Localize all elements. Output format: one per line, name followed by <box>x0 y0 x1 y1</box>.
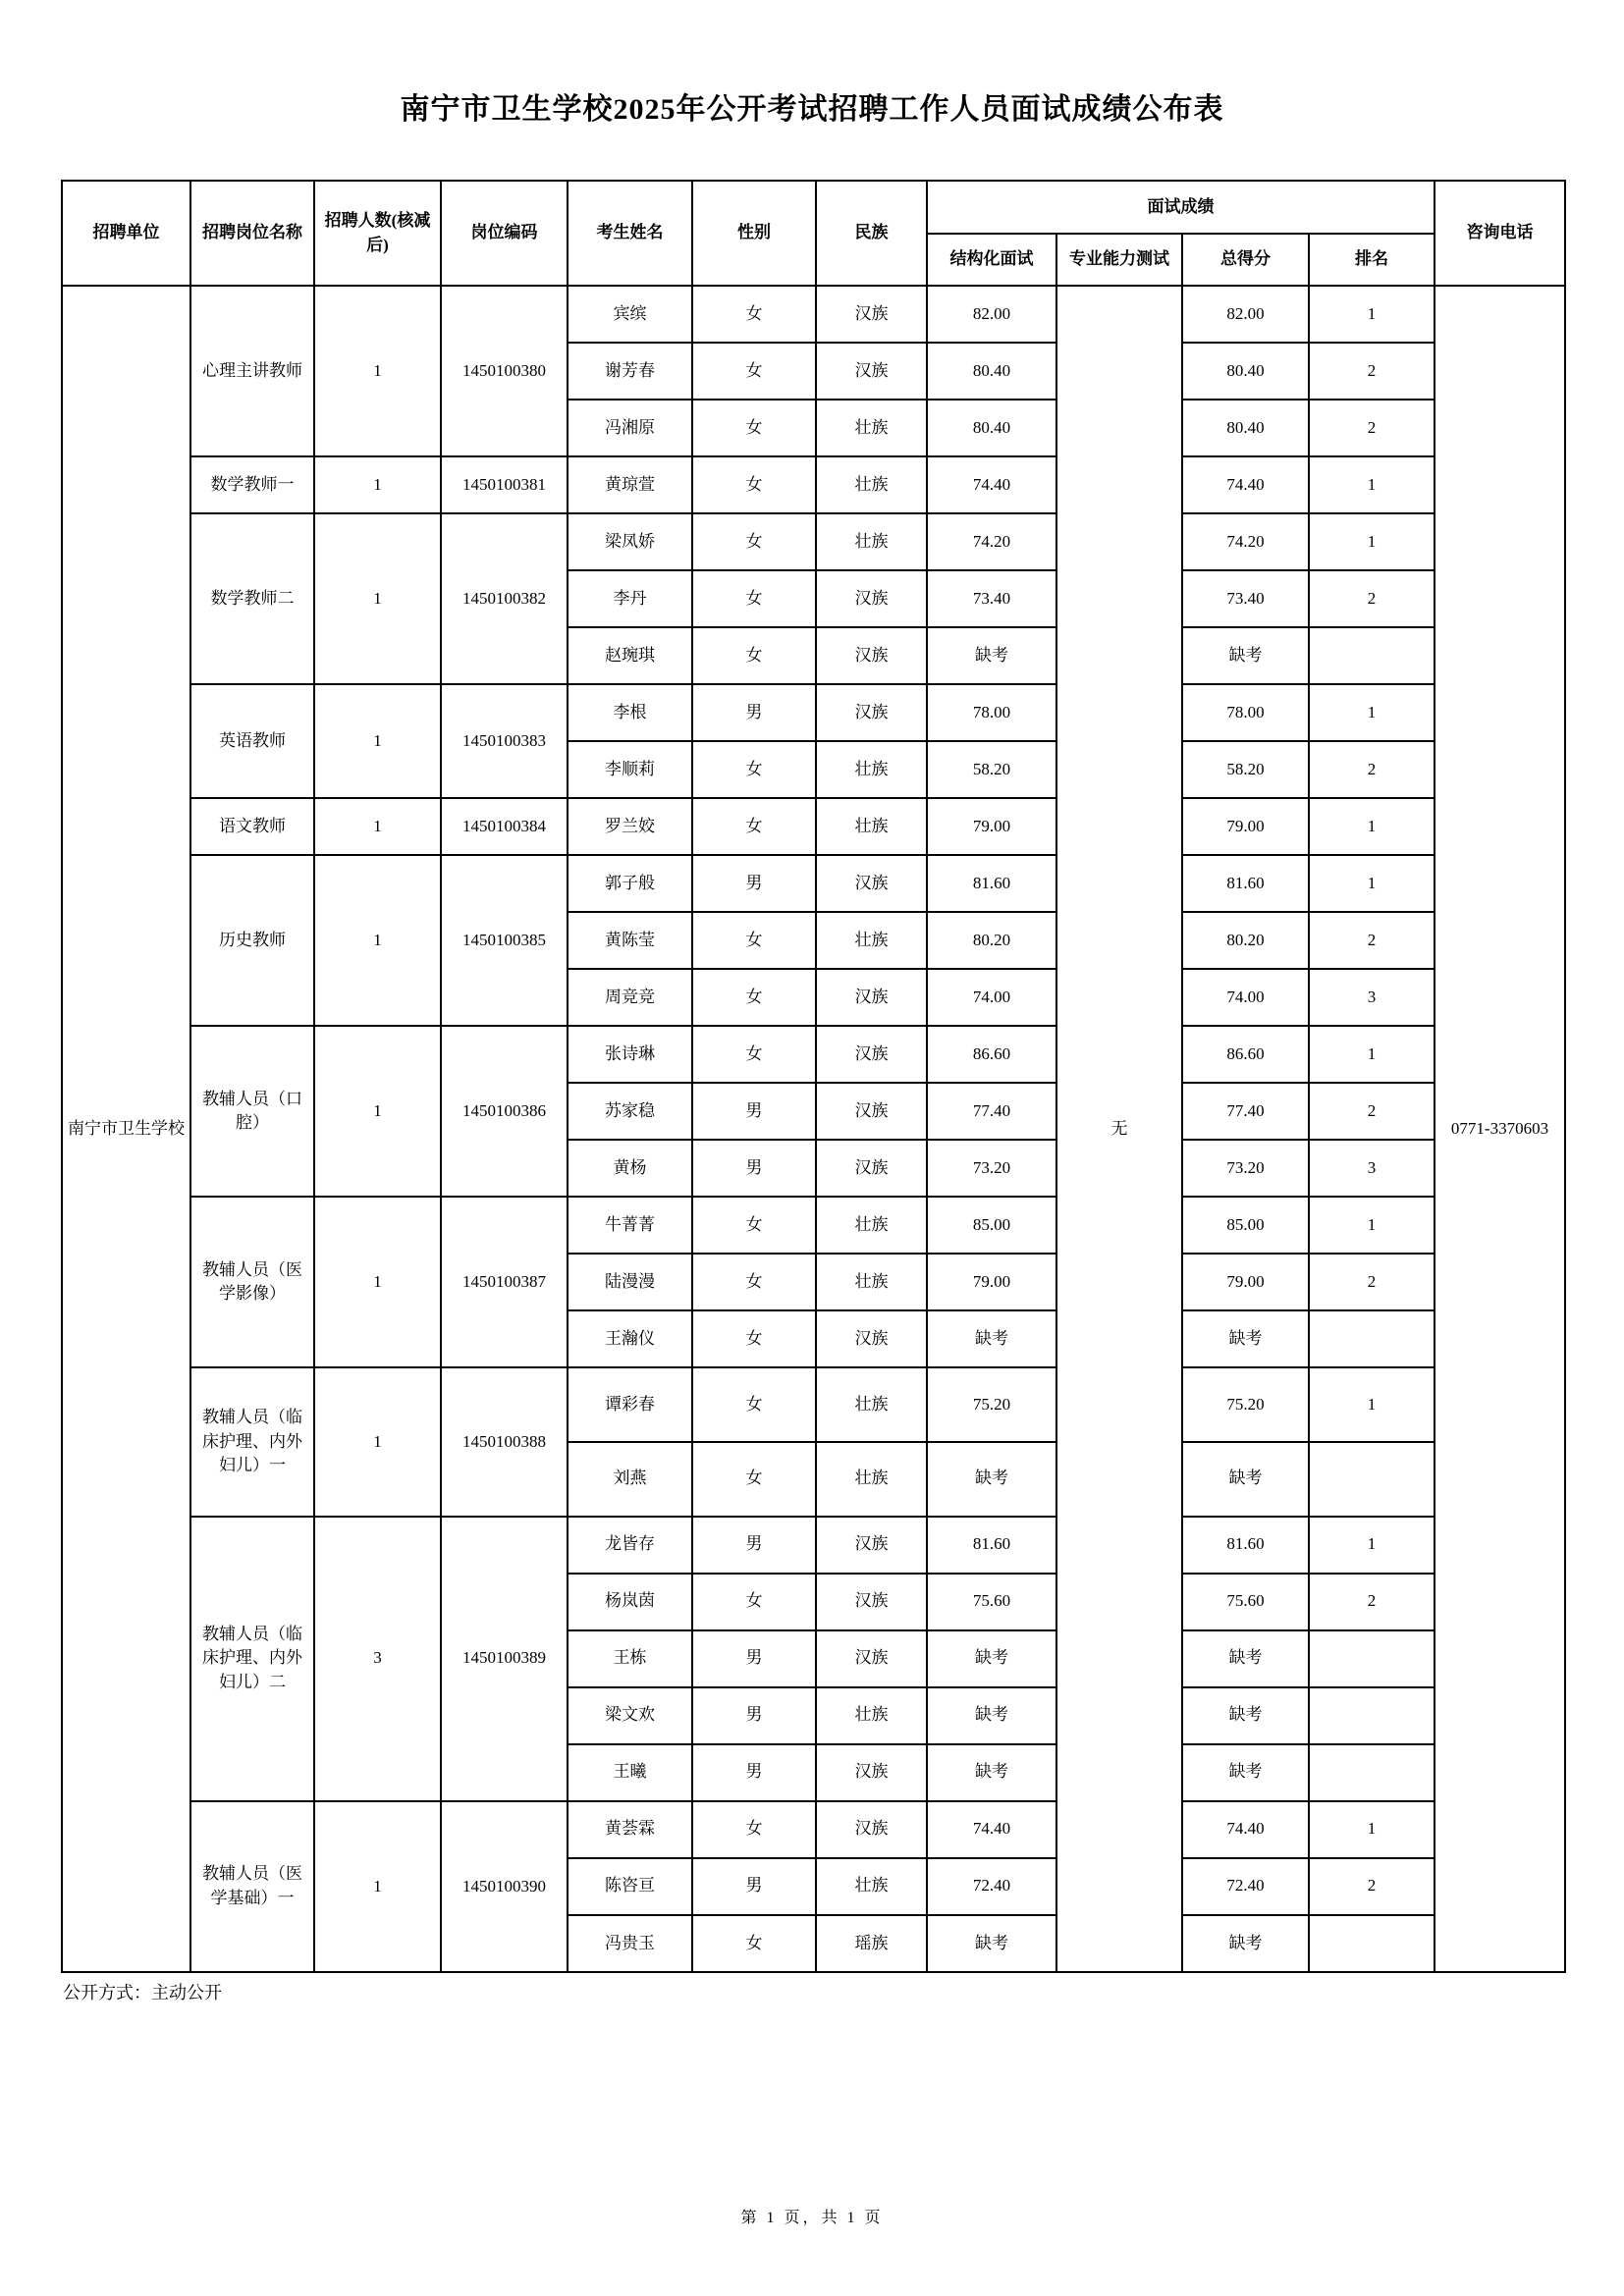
code-cell: 1450100383 <box>441 684 568 798</box>
candidate-name-cell: 苏家稳 <box>568 1083 692 1140</box>
ethnicity-cell: 汉族 <box>816 1517 927 1574</box>
candidate-name-cell: 王瀚仪 <box>568 1310 692 1367</box>
ethnicity-cell: 汉族 <box>816 627 927 684</box>
header-unit: 招聘单位 <box>62 181 190 286</box>
rank-cell: 1 <box>1309 513 1435 570</box>
rank-cell <box>1309 1744 1435 1801</box>
total-score-cell: 72.40 <box>1182 1858 1309 1915</box>
total-score-cell: 74.40 <box>1182 456 1309 513</box>
ethnicity-cell: 汉族 <box>816 343 927 400</box>
rank-cell: 2 <box>1309 343 1435 400</box>
position-cell: 语文教师 <box>190 798 314 855</box>
table-row <box>62 1367 1565 1442</box>
ethnicity-cell: 汉族 <box>816 1026 927 1083</box>
total-score-cell: 82.00 <box>1182 286 1309 343</box>
headcount-cell: 1 <box>314 1367 441 1516</box>
total-score-cell: 缺考 <box>1182 627 1309 684</box>
candidate-name-cell: 李根 <box>568 684 692 741</box>
rank-cell: 2 <box>1309 400 1435 456</box>
rank-cell: 2 <box>1309 741 1435 798</box>
headcount-cell: 1 <box>314 456 441 513</box>
ethnicity-cell: 汉族 <box>816 1083 927 1140</box>
total-score-cell: 81.60 <box>1182 1517 1309 1574</box>
gender-cell: 女 <box>692 1026 816 1083</box>
gender-cell: 女 <box>692 1254 816 1310</box>
gender-cell: 女 <box>692 286 816 343</box>
ethnicity-cell: 壮族 <box>816 1687 927 1744</box>
gender-cell: 男 <box>692 1630 816 1687</box>
structured-score-cell: 74.40 <box>927 456 1056 513</box>
table-row <box>62 1801 1565 1858</box>
table-row <box>62 286 1565 343</box>
header-rank: 排名 <box>1309 234 1435 286</box>
structured-score-cell: 缺考 <box>927 1744 1056 1801</box>
rank-cell: 2 <box>1309 1083 1435 1140</box>
ethnicity-cell: 壮族 <box>816 456 927 513</box>
table-row <box>62 1197 1565 1254</box>
rank-cell: 3 <box>1309 969 1435 1026</box>
position-cell: 数学教师二 <box>190 513 314 684</box>
structured-score-cell: 78.00 <box>927 684 1056 741</box>
gender-cell: 男 <box>692 1858 816 1915</box>
header-code: 岗位编码 <box>441 181 568 286</box>
total-score-cell: 79.00 <box>1182 798 1309 855</box>
gender-cell: 女 <box>692 1915 816 1972</box>
gender-cell: 女 <box>692 343 816 400</box>
rank-cell: 2 <box>1309 1574 1435 1630</box>
candidate-name-cell: 李顺莉 <box>568 741 692 798</box>
ethnicity-cell: 壮族 <box>816 400 927 456</box>
ethnicity-cell: 壮族 <box>816 912 927 969</box>
ethnicity-cell: 壮族 <box>816 1858 927 1915</box>
gender-cell: 女 <box>692 627 816 684</box>
table-row <box>62 456 1565 513</box>
structured-score-cell: 80.20 <box>927 912 1056 969</box>
gender-cell: 男 <box>692 684 816 741</box>
header-structured-interview: 结构化面试 <box>927 234 1056 286</box>
total-score-cell: 80.40 <box>1182 400 1309 456</box>
total-score-cell: 79.00 <box>1182 1254 1309 1310</box>
ethnicity-cell: 壮族 <box>816 1254 927 1310</box>
rank-cell: 3 <box>1309 1140 1435 1197</box>
results-table <box>61 180 1566 1973</box>
gender-cell: 女 <box>692 1367 816 1442</box>
candidate-name-cell: 谭彩春 <box>568 1367 692 1442</box>
headcount-cell: 1 <box>314 855 441 1026</box>
phone-cell: 0771-3370603 <box>1435 286 1565 1972</box>
candidate-name-cell: 李丹 <box>568 570 692 627</box>
headcount-cell: 1 <box>314 286 441 456</box>
page-title: 南宁市卫生学校2025年公开考试招聘工作人员面试成绩公布表 <box>400 93 1224 126</box>
structured-score-cell: 85.00 <box>927 1197 1056 1254</box>
total-score-cell: 78.00 <box>1182 684 1309 741</box>
headcount-cell: 1 <box>314 684 441 798</box>
structured-score-cell: 82.00 <box>927 286 1056 343</box>
gender-cell: 女 <box>692 513 816 570</box>
ethnicity-cell: 汉族 <box>816 684 927 741</box>
candidate-name-cell: 冯湘原 <box>568 400 692 456</box>
total-score-cell: 缺考 <box>1182 1915 1309 1972</box>
ethnicity-cell: 汉族 <box>816 1140 927 1197</box>
rank-cell: 1 <box>1309 798 1435 855</box>
gender-cell: 男 <box>692 855 816 912</box>
candidate-name-cell: 陆漫漫 <box>568 1254 692 1310</box>
rank-cell: 1 <box>1309 456 1435 513</box>
table-header <box>62 181 1565 286</box>
code-cell: 1450100380 <box>441 286 568 456</box>
total-score-cell: 77.40 <box>1182 1083 1309 1140</box>
gender-cell: 男 <box>692 1687 816 1744</box>
headcount-cell: 1 <box>314 1026 441 1197</box>
gender-cell: 男 <box>692 1083 816 1140</box>
ethnicity-cell: 壮族 <box>816 798 927 855</box>
candidate-name-cell: 赵琬琪 <box>568 627 692 684</box>
code-cell: 1450100386 <box>441 1026 568 1197</box>
rank-cell <box>1309 1442 1435 1517</box>
table-row <box>62 513 1565 570</box>
candidate-name-cell: 谢芳春 <box>568 343 692 400</box>
structured-score-cell: 79.00 <box>927 798 1056 855</box>
ethnicity-cell: 瑶族 <box>816 1915 927 1972</box>
position-cell: 英语教师 <box>190 684 314 798</box>
headcount-cell: 1 <box>314 513 441 684</box>
candidate-name-cell: 黄杨 <box>568 1140 692 1197</box>
gender-cell: 女 <box>692 741 816 798</box>
structured-score-cell: 缺考 <box>927 627 1056 684</box>
gender-cell: 男 <box>692 1744 816 1801</box>
rank-cell: 2 <box>1309 912 1435 969</box>
ethnicity-cell: 壮族 <box>816 1197 927 1254</box>
rank-cell: 1 <box>1309 1517 1435 1574</box>
structured-score-cell: 74.20 <box>927 513 1056 570</box>
gender-cell: 女 <box>692 912 816 969</box>
unit-cell: 南宁市卫生学校 <box>62 286 190 1972</box>
rank-cell: 1 <box>1309 286 1435 343</box>
rank-cell <box>1309 1310 1435 1367</box>
table-row <box>62 855 1565 912</box>
gender-cell: 男 <box>692 1140 816 1197</box>
code-cell: 1450100387 <box>441 1197 568 1367</box>
headcount-cell: 1 <box>314 798 441 855</box>
header-ethnicity: 民族 <box>816 181 927 286</box>
ethnicity-cell: 汉族 <box>816 1574 927 1630</box>
professional-test-cell: 无 <box>1056 286 1182 1972</box>
rank-cell <box>1309 1687 1435 1744</box>
structured-score-cell: 73.40 <box>927 570 1056 627</box>
candidate-name-cell: 梁凤娇 <box>568 513 692 570</box>
total-score-cell: 75.60 <box>1182 1574 1309 1630</box>
candidate-name-cell: 王曦 <box>568 1744 692 1801</box>
total-score-cell: 缺考 <box>1182 1744 1309 1801</box>
position-cell: 教辅人员（医学影像） <box>190 1197 314 1367</box>
gender-cell: 女 <box>692 798 816 855</box>
total-score-cell: 73.20 <box>1182 1140 1309 1197</box>
page-indicator: 第 1 页，共 1 页 <box>740 2210 884 2226</box>
disclosure-note: 公开方式：主动公开 <box>63 1983 222 2002</box>
gender-cell: 女 <box>692 1574 816 1630</box>
gender-cell: 女 <box>692 456 816 513</box>
structured-score-cell: 75.20 <box>927 1367 1056 1442</box>
rank-cell: 1 <box>1309 684 1435 741</box>
candidate-name-cell: 杨岚茵 <box>568 1574 692 1630</box>
candidate-name-cell: 梁文欢 <box>568 1687 692 1744</box>
candidate-name-cell: 罗兰姣 <box>568 798 692 855</box>
candidate-name-cell: 刘燕 <box>568 1442 692 1517</box>
total-score-cell: 81.60 <box>1182 855 1309 912</box>
candidate-name-cell: 王栋 <box>568 1630 692 1687</box>
candidate-name-cell: 黄琼萱 <box>568 456 692 513</box>
headcount-cell: 1 <box>314 1197 441 1367</box>
rank-cell: 1 <box>1309 1026 1435 1083</box>
gender-cell: 女 <box>692 400 816 456</box>
table-row <box>62 684 1565 741</box>
results-table-body <box>62 286 1565 1972</box>
total-score-cell: 74.20 <box>1182 513 1309 570</box>
structured-score-cell: 缺考 <box>927 1687 1056 1744</box>
ethnicity-cell: 壮族 <box>816 741 927 798</box>
position-cell: 教辅人员（口腔） <box>190 1026 314 1197</box>
gender-cell: 女 <box>692 1197 816 1254</box>
candidate-name-cell: 牛菁菁 <box>568 1197 692 1254</box>
position-cell: 数学教师一 <box>190 456 314 513</box>
gender-cell: 女 <box>692 1442 816 1517</box>
position-cell: 教辅人员（医学基础）一 <box>190 1801 314 1972</box>
total-score-cell: 74.40 <box>1182 1801 1309 1858</box>
header-position: 招聘岗位名称 <box>190 181 314 286</box>
ethnicity-cell: 汉族 <box>816 1630 927 1687</box>
structured-score-cell: 86.60 <box>927 1026 1056 1083</box>
ethnicity-cell: 汉族 <box>816 1310 927 1367</box>
candidate-name-cell: 郭子般 <box>568 855 692 912</box>
ethnicity-cell: 壮族 <box>816 1442 927 1517</box>
rank-cell: 1 <box>1309 855 1435 912</box>
structured-score-cell: 79.00 <box>927 1254 1056 1310</box>
ethnicity-cell: 汉族 <box>816 1801 927 1858</box>
code-cell: 1450100388 <box>441 1367 568 1516</box>
headcount-cell: 1 <box>314 1801 441 1972</box>
ethnicity-cell: 汉族 <box>816 969 927 1026</box>
structured-score-cell: 缺考 <box>927 1310 1056 1367</box>
total-score-cell: 86.60 <box>1182 1026 1309 1083</box>
total-score-cell: 80.40 <box>1182 343 1309 400</box>
total-score-cell: 缺考 <box>1182 1630 1309 1687</box>
candidate-name-cell: 张诗琳 <box>568 1026 692 1083</box>
total-score-cell: 80.20 <box>1182 912 1309 969</box>
candidate-name-cell: 黄陈莹 <box>568 912 692 969</box>
total-score-cell: 58.20 <box>1182 741 1309 798</box>
header-professional-test: 专业能力测试 <box>1056 234 1182 286</box>
table-row <box>62 1026 1565 1083</box>
candidate-name-cell: 宾缤 <box>568 286 692 343</box>
gender-cell: 女 <box>692 969 816 1026</box>
structured-score-cell: 73.20 <box>927 1140 1056 1197</box>
header-headcount: 招聘人数(核减后) <box>314 181 441 286</box>
position-cell: 心理主讲教师 <box>190 286 314 456</box>
gender-cell: 女 <box>692 570 816 627</box>
candidate-name-cell: 陈咨亘 <box>568 1858 692 1915</box>
ethnicity-cell: 汉族 <box>816 855 927 912</box>
total-score-cell: 缺考 <box>1182 1442 1309 1517</box>
rank-cell: 2 <box>1309 1858 1435 1915</box>
candidate-name-cell: 周竞竞 <box>568 969 692 1026</box>
ethnicity-cell: 汉族 <box>816 1744 927 1801</box>
header-candidate-name: 考生姓名 <box>568 181 692 286</box>
structured-score-cell: 72.40 <box>927 1858 1056 1915</box>
total-score-cell: 74.00 <box>1182 969 1309 1026</box>
code-cell: 1450100389 <box>441 1517 568 1801</box>
candidate-name-cell: 黄荟霖 <box>568 1801 692 1858</box>
structured-score-cell: 74.00 <box>927 969 1056 1026</box>
header-interview-scores: 面试成绩 <box>927 181 1435 234</box>
ethnicity-cell: 壮族 <box>816 1367 927 1442</box>
rank-cell: 2 <box>1309 1254 1435 1310</box>
gender-cell: 男 <box>692 1517 816 1574</box>
code-cell: 1450100384 <box>441 798 568 855</box>
header-gender: 性别 <box>692 181 816 286</box>
gender-cell: 女 <box>692 1801 816 1858</box>
ethnicity-cell: 汉族 <box>816 286 927 343</box>
total-score-cell: 缺考 <box>1182 1687 1309 1744</box>
header-phone: 咨询电话 <box>1435 181 1565 286</box>
structured-score-cell: 缺考 <box>927 1915 1056 1972</box>
rank-cell <box>1309 1915 1435 1972</box>
table-row <box>62 1517 1565 1574</box>
structured-score-cell: 81.60 <box>927 855 1056 912</box>
structured-score-cell: 80.40 <box>927 343 1056 400</box>
position-cell: 教辅人员（临床护理、内外妇儿）二 <box>190 1517 314 1801</box>
total-score-cell: 缺考 <box>1182 1310 1309 1367</box>
code-cell: 1450100390 <box>441 1801 568 1972</box>
header-total-score: 总得分 <box>1182 234 1309 286</box>
total-score-cell: 73.40 <box>1182 570 1309 627</box>
rank-cell: 2 <box>1309 570 1435 627</box>
header-row-1 <box>62 181 1565 234</box>
ethnicity-cell: 汉族 <box>816 570 927 627</box>
code-cell: 1450100382 <box>441 513 568 684</box>
structured-score-cell: 77.40 <box>927 1083 1056 1140</box>
code-cell: 1450100381 <box>441 456 568 513</box>
structured-score-cell: 缺考 <box>927 1442 1056 1517</box>
rank-cell: 1 <box>1309 1197 1435 1254</box>
rank-cell <box>1309 1630 1435 1687</box>
structured-score-cell: 81.60 <box>927 1517 1056 1574</box>
rank-cell: 1 <box>1309 1801 1435 1858</box>
table-row <box>62 798 1565 855</box>
gender-cell: 女 <box>692 1310 816 1367</box>
total-score-cell: 75.20 <box>1182 1367 1309 1442</box>
total-score-cell: 85.00 <box>1182 1197 1309 1254</box>
rank-cell <box>1309 627 1435 684</box>
ethnicity-cell: 壮族 <box>816 513 927 570</box>
structured-score-cell: 58.20 <box>927 741 1056 798</box>
rank-cell: 1 <box>1309 1367 1435 1442</box>
structured-score-cell: 75.60 <box>927 1574 1056 1630</box>
candidate-name-cell: 冯贵玉 <box>568 1915 692 1972</box>
structured-score-cell: 缺考 <box>927 1630 1056 1687</box>
structured-score-cell: 74.40 <box>927 1801 1056 1858</box>
position-cell: 教辅人员（临床护理、内外妇儿）一 <box>190 1367 314 1516</box>
headcount-cell: 3 <box>314 1517 441 1801</box>
structured-score-cell: 80.40 <box>927 400 1056 456</box>
candidate-name-cell: 龙皆存 <box>568 1517 692 1574</box>
code-cell: 1450100385 <box>441 855 568 1026</box>
position-cell: 历史教师 <box>190 855 314 1026</box>
